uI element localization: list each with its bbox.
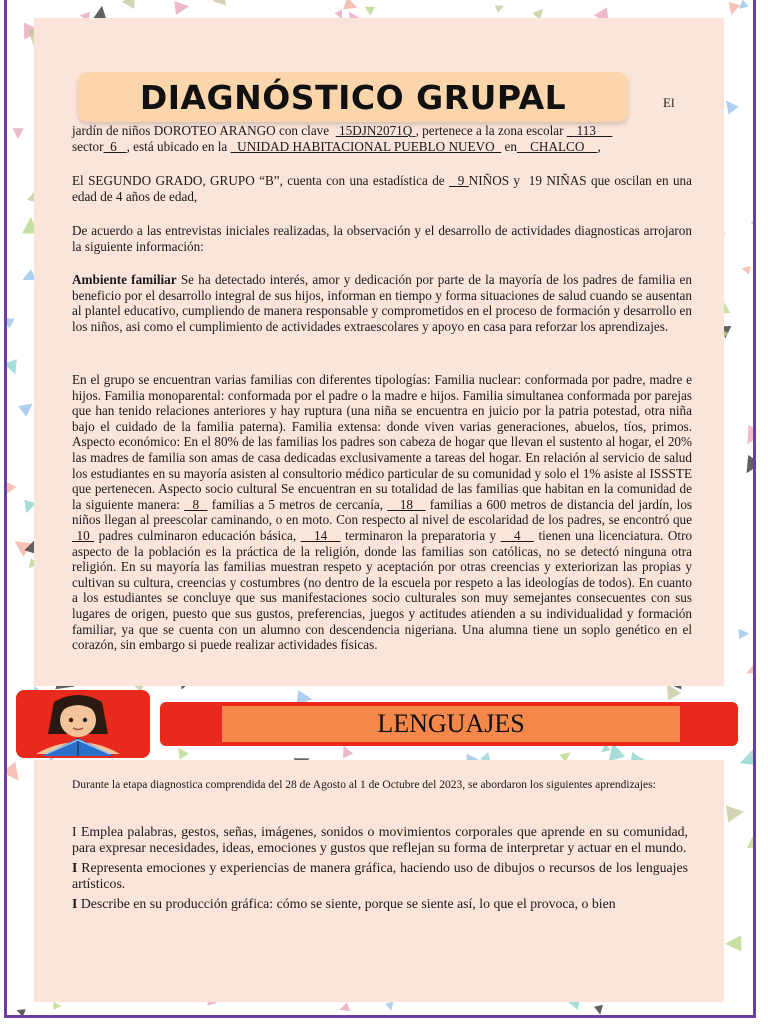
text-span: padres culminaron educación básica, (98, 527, 297, 543)
confetti-triangle (7, 482, 16, 498)
confetti-triangle (212, 0, 226, 7)
confetti-triangle (15, 1006, 26, 1017)
confetti-triangle (725, 935, 742, 952)
confetti-triangle (338, 1002, 350, 1014)
confetti-triangle (53, 1002, 61, 1010)
count-prepa: 14 (314, 527, 328, 543)
school-sector: 6 (110, 138, 117, 154)
text-span: , pertenece a la zona escolar (415, 123, 564, 138)
text-span: , está ubicado en la (126, 138, 228, 154)
count-5m: 8 (192, 496, 200, 512)
item-text: Representa emociones y experiencias de manera gráfica, haciendo uso de dibujos o recursos de los lenguajes artísticos. (72, 860, 688, 891)
lenguajes-title-box (222, 706, 680, 742)
aprendizaje-item (72, 896, 688, 912)
confetti-triangle (385, 1002, 395, 1012)
confetti-triangle (122, 0, 141, 9)
confetti-triangle (7, 359, 22, 377)
text-span: tienen una licenciatura. Otro aspecto de la población es la práctica de la religión, donde las familias son católicas, no se detectó ninguna otra religión. En su mayoría las familias muestran respeto y aceptación por otras creencias y exteriorizan las propias y cultivan su cultura, creencias y costumbres (no dentro de la escuela por respeto a las ideologías de todos). En cuanto a los estudiantes se concluye que sus manifestaciones socio culturales son muy semejantes consecuentes con sus lugares de origen, puesto que sus gustos, preferencias, juegos y actitudes atienden a su individualidad y formación familiar, ya que se cuenta con un alumno con descendencia nigeriana. Una alumna tiene un soplo genético en el corazón, sin embargo si puede realizar actividades físicas. (72, 527, 693, 653)
reading-child-banner (16, 690, 150, 758)
school-name: DOROTEO ARANGO (153, 123, 276, 138)
confetti-triangle (174, 0, 190, 15)
text-span: jardín de niños (72, 123, 151, 138)
intro-paragraph: De acuerdo a las entrevistas iniciales realizadas, la observación y el desarrollo de actividades diagnosticas arrojaron la siguiente información: (72, 223, 692, 254)
confetti-triangle (495, 2, 506, 13)
aprendizaje-item (72, 860, 688, 892)
text-span: en (504, 138, 517, 154)
confetti-triangle (7, 313, 15, 328)
item-mark: I (72, 896, 78, 911)
text-span: terminaron la preparatoria y (345, 527, 497, 543)
item-mark: I (72, 860, 78, 875)
item-mark: I (72, 824, 77, 839)
school-clave: 15DJN2071Q (339, 123, 413, 138)
ambiente-paragraph (72, 272, 692, 334)
lead-word: El (663, 95, 675, 110)
count-ninas: 19 (528, 173, 542, 188)
group-info (72, 173, 692, 204)
confetti-triangle (7, 762, 26, 786)
families-paragraph (72, 372, 692, 653)
confetti-triangle (737, 750, 756, 771)
text-span: familias a 600 metros de distancia del jardín, los niños llegan al preescolar caminando, o en moto. Con respecto al nivel de escolaridad de los padres, se encontró que (72, 496, 693, 528)
text-span: NIÑOS y (468, 173, 521, 188)
reading-child-icon (16, 690, 150, 758)
ambiente-heading: Ambiente familiar (72, 272, 177, 287)
confetti-triangle (754, 10, 756, 19)
confetti-triangle (174, 745, 189, 760)
confetti-triangle (12, 128, 23, 139)
text-span: , (597, 138, 601, 154)
school-zona: 113 (576, 123, 596, 138)
confetti-triangle (740, 425, 756, 448)
confetti-triangle (594, 1005, 605, 1016)
confetti-triangle (362, 2, 375, 15)
text-span: familias a 5 metros de cercanía, (211, 496, 384, 512)
lenguajes-intro: Durante la etapa diagnostica comprendida del 28 de Agosto al 1 de Octubre del 2023, se abordaron los siguientes aprendizajes: (72, 779, 656, 791)
confetti-triangle (726, 803, 745, 822)
item-text: Describe en su producción gráfica: cómo se siente, porque se siente así, lo que el provoca, o bien (80, 896, 616, 911)
confetti-triangle (750, 217, 756, 233)
title-banner (78, 72, 628, 122)
confetti-triangle (343, 0, 359, 14)
aprendizaje-item (72, 824, 688, 856)
school-location: UNIDAD HABITACIONAL PUEBLO NUEVO (237, 138, 495, 154)
count-basica: 10 (76, 527, 90, 543)
text-span: En el grupo se encuentran varias familias con diferentes tipologías: Familia nuclear: conformada por padre, madre e hijos. Familia monoparental: conformada por el padre o la madre e hijos. Familia simultanea conformada por parejas que han tenido relaciones anteriores y hay ruptura (una niña se encuentra en juicio por la patria potestad, otra niña bajo el cuidado de la familia paterna). Familia extensa: donde viven varias generaciones, abuelos, tíos, primos. Aspecto económico: En el 80% de las familias los padres son cabeza de hogar que llevan el sustento al hogar, el 20% las madres de familia son amas de casa dedicadas exclusivamente a tareas del hogar. En relación al servicio de salud los estudiantes en su mayoría asisten al consultorio médico particular de su comunidad y solo el 1% asiste al ISSSTE que pertenecen. Aspecto socio cultural Se encuentran en su totalidad de las familias que habitan en la comunidad de la siguiente manera: (72, 372, 692, 512)
text-span: con clave (278, 123, 330, 138)
school-municipio: CHALCO (530, 138, 585, 154)
count-600m: 18 (399, 496, 413, 512)
item-text: Emplea palabras, gestos, señas, imágenes, sonidos o movimientos corporales que aprende en su comunidad, para expresar necesidades, ideas, emociones y gustos que reflejan su forma de interpretar y actuar en el mundo. (72, 824, 688, 855)
confetti-triangle (744, 665, 756, 678)
aprendizajes-list (72, 824, 688, 912)
confetti-triangle (739, 628, 750, 639)
text-span: sector (72, 138, 104, 154)
lenguajes-title: LENGUAJES (377, 709, 525, 738)
text-span: NIÑAS que oscilan en una edad de 4 años de edad, (72, 173, 693, 204)
school-info (72, 123, 692, 154)
confetti-triangle (10, 535, 32, 557)
confetti-triangle (743, 837, 756, 854)
count-lic: 4 (513, 527, 521, 543)
confetti-triangle (725, 2, 740, 17)
text-span: El SEGUNDO GRADO, GRUPO “B”, cuenta con una estadística de (72, 173, 445, 188)
count-ninos: 9 (457, 173, 465, 188)
ambiente-text: Se ha detectado interés, amor y dedicación por parte de la mayoría de los padres de familia en beneficio por el desarrollo integral de sus hijos, informan en tiempo y forma situaciones de salud cuando se ausentan al plantel educativo, cumpliendo de manera responsable y comprometidos en el proceso de formación y desarrollo en los niños, asi como el cumplimiento de actividades extraescolares y apoyo en casa para reforzar los aprendizajes. (72, 272, 692, 334)
confetti-triangle (741, 264, 751, 274)
confetti-triangle (740, 455, 756, 478)
page-title: DIAGNÓSTICO GRUPAL (139, 77, 567, 117)
